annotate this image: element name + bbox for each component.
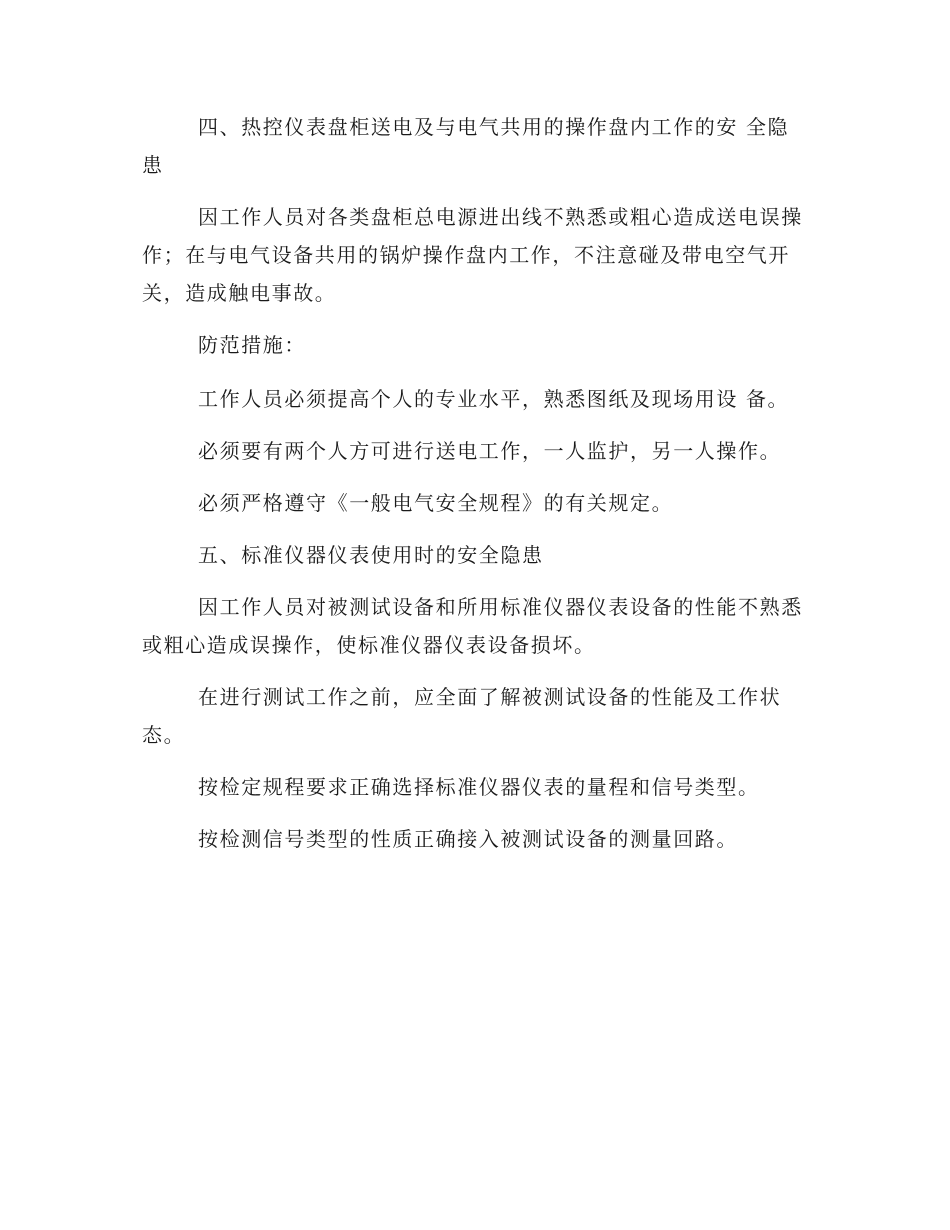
section-heading-5: 五、标准仪器仪表使用时的安全隐患 (198, 543, 544, 567)
paragraph-range-selection: 按检定规程要求正确选择标准仪器仪表的量程和信号类型。 (198, 775, 760, 799)
paragraph-hazard-description: 因工作人员对各类盘柜总电源进出线不熟悉或粗心造成送电误操作；在与电气设备共用的锅炉操作盘内工作，不注意碰及带电空气开关，造成触电事故。 (142, 205, 803, 305)
paragraph-precaution-3: 必须严格遵守《一般电气安全规程》的有关规定。 (198, 491, 674, 515)
paragraph-precaution-2: 必须要有两个人方可进行送电工作，一人监护，另一人操作。 (198, 439, 782, 463)
paragraph-instrument-hazard: 因工作人员对被测试设备和所用标准仪器仪表设备的性能不熟悉或粗心造成误操作，使标准仪器仪表设备损坏。 (142, 595, 803, 657)
paragraph-precaution-1: 工作人员必须提高个人的专业水平，熟悉图纸及现场用设 备。 (198, 387, 790, 411)
paragraph-precautions-label: 防范措施： (198, 333, 306, 357)
paragraph-signal-connection: 按检测信号类型的性质正确接入被测试设备的测量回路。 (198, 827, 738, 851)
document-body (142, 108, 810, 858)
section-heading-4: 四、热控仪表盘柜送电及与电气共用的操作盘内工作的安 全隐患 (142, 115, 790, 177)
paragraph-test-preparation: 在进行测试工作之前，应全面了解被测试设备的性能及工作状态。 (142, 685, 782, 747)
